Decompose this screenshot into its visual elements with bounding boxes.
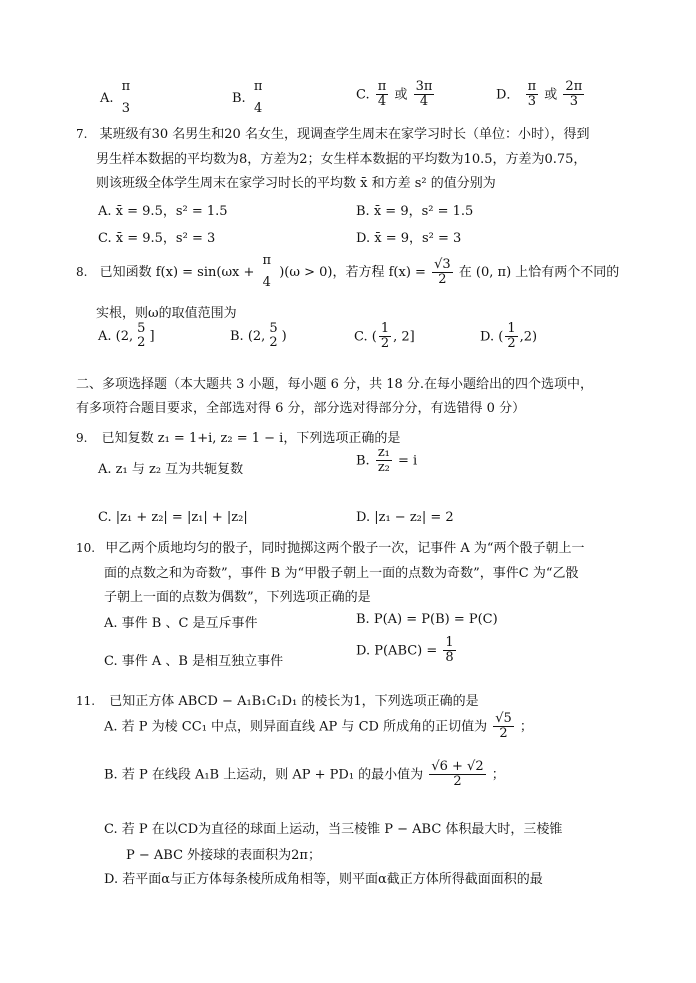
option-label: A. [100,90,114,106]
or-text: 或 [394,87,408,103]
q9-option-c: C. |z₁ + z₂| = |z₁| + |z₂| [98,510,248,525]
q9-option-d: D. |z₁ − z₂| = 2 [356,510,454,525]
fraction: $\frac{\pi}{4}$ [377,79,387,110]
q11-stem [76,690,479,709]
q9-text: 已知复数 z₁ = 1+i, z₂ = 1 − i，下列选项正确的是 [101,431,401,446]
fraction: $\frac{2\pi}{3}$ [565,79,583,110]
q8-stem-line2: 实根，则ω的取值范围为 [96,306,237,321]
q7-stem-line1 [76,123,589,142]
q8-text-b: )(ω > 0)，若方程 f(x) = [279,264,426,280]
fraction: $\frac{√5}{2}$ [495,711,512,742]
q7-option-c: C. x̄ = 9.5，s² = 3 [98,231,216,246]
question-number: 11. [76,694,96,708]
fraction: π 4 [253,79,263,117]
fraction: 5 2 [269,321,278,351]
q8-option-d: D. ( $\frac{1}{2}$ ,2) [480,321,538,352]
section2-header-line1: 二、多项选择题（本大题共 3 小题，每小题 6 分，共 18 分.在每小题给出的四个选项中， [76,377,594,392]
fraction: $\frac{\pi}{3}$ [527,79,537,110]
q10-stem-line1 [76,537,585,556]
fraction-sqrt3-2: $\frac{√3}{2}$ [434,256,451,287]
q11-option-c-line1: C. 若 P 在以CD为直径的球面上运动，当三棱锥 P − ABC 体积最大时，三棱锥 [104,822,563,837]
q8-text-a: 已知函数 f(x) = sin(ωx + [99,264,255,280]
fraction-pi-4: π 4 [262,253,272,291]
q10-stem-line3: 子朝上一面的点数为偶数”，下列选项正确的是 [104,590,371,605]
q7-option-d: D. x̄ = 9，s² = 3 [356,231,462,246]
fraction: $\frac{3\pi}{4}$ [415,79,433,110]
question-number: 9. [76,431,88,445]
fraction: $\frac{√6 + √2}{2}$ [431,759,484,790]
question-number: 8. [76,264,88,279]
q8-text-c: 在 (0, π) 上恰有两个不同的 [458,264,620,280]
q9-option-a: A. z₁ 与 z₂ 互为共轭复数 [98,462,244,477]
q10-text: 甲乙两个质地均匀的骰子，同时抛掷这两个骰子一次，记事件 A 为“两个骰子朝上一 [105,541,585,556]
q9-stem [76,427,400,446]
q11-option-d-line1: D. 若平面α与正方体每条棱所成角相等，则平面α截正方体所得截面面积的最 [104,872,543,887]
q10-option-d: D. P(ABC) = $\frac{1}{8}$ [356,635,454,666]
q6-option-c [356,80,436,110]
q7-option-b: B. x̄ = 9，s² = 1.5 [356,204,474,219]
q8-option-c: C. ( $\frac{1}{2}$ , 2] [354,321,415,352]
q7-text: 某班级有30 名男生和20 名女生，现调查学生周末在家学习时长（单位：小时），得到 [99,127,590,142]
q6-option-d [496,80,586,110]
fraction: $\frac{1}{8}$ [445,635,454,666]
q8-option-b: B. (2, 5 2 ) [230,321,287,351]
q11-option-a: A. 若 P 为棱 CC₁ 中点，则异面直线 AP 与 CD 所成角的正切值为 $\frac{√5}{2}$ ； [104,711,533,742]
q11-text: 已知正方体 ABCD − A₁B₁C₁D₁ 的棱长为1，下列选项正确的是 [109,694,479,709]
question-number: 7. [76,127,88,141]
q7-option-a: A. x̄ = 9.5，s² = 1.5 [98,204,228,219]
q10-stem-line2: 面的点数之和为奇数”，事件 B 为“甲骰子朝上一面的点数为奇数”，事件C 为“乙骰 [104,566,579,581]
q7-stem-line2: 男生样本数据的平均数为8，方差为2；女生样本数据的平均数为10.5，方差为0.75， [96,152,587,167]
q8-stem-line1 [76,254,619,291]
section2-header-line2: 有多项符合题目要求，全部选对得 6 分，部分选对得部分分，有选错得 0 分） [76,401,526,416]
fraction: $\frac{1}{2}$ [507,321,516,352]
q10-option-c: C. 事件 A 、B 是相互独立事件 [104,654,284,669]
q7-stem-line3: 则该班级全体学生周末在家学习时长的平均数 x̄ 和方差 s² 的值分别为 [96,176,496,191]
q9-option-b: B. $\frac{\text{z₁}}{\text{z₂}}$ = i [356,445,418,476]
q10-option-a: A. 事件 B 、C 是互斥事件 [104,616,258,631]
q11-option-b: B. 若 P 在线段 A₁B 上运动，则 AP + PD₁ 的最小值为 $\frac{√6 + √2}{2}$ ； [104,759,505,790]
fraction: $\frac{1}{2}$ [380,321,390,352]
option-label: D． [496,87,520,103]
fraction: π 3 [121,79,131,117]
q8-option-a: A. (2, 5 2 ] [98,321,155,351]
fraction: 5 2 [137,321,146,351]
fraction: $\frac{\text{z₁}}{\text{z₂}}$ [377,445,390,476]
option-label: C. [356,87,370,103]
q11-option-c-line2: P − ABC 外接球的表面积为2π； [126,848,321,863]
q10-option-b: B. P(A) = P(B) = P(C) [356,612,498,627]
option-label: B. [232,90,246,106]
q6-option-b [232,80,266,117]
q6-option-a [100,80,134,117]
or-text: 或 [544,87,558,103]
question-number: 10. [76,541,96,555]
